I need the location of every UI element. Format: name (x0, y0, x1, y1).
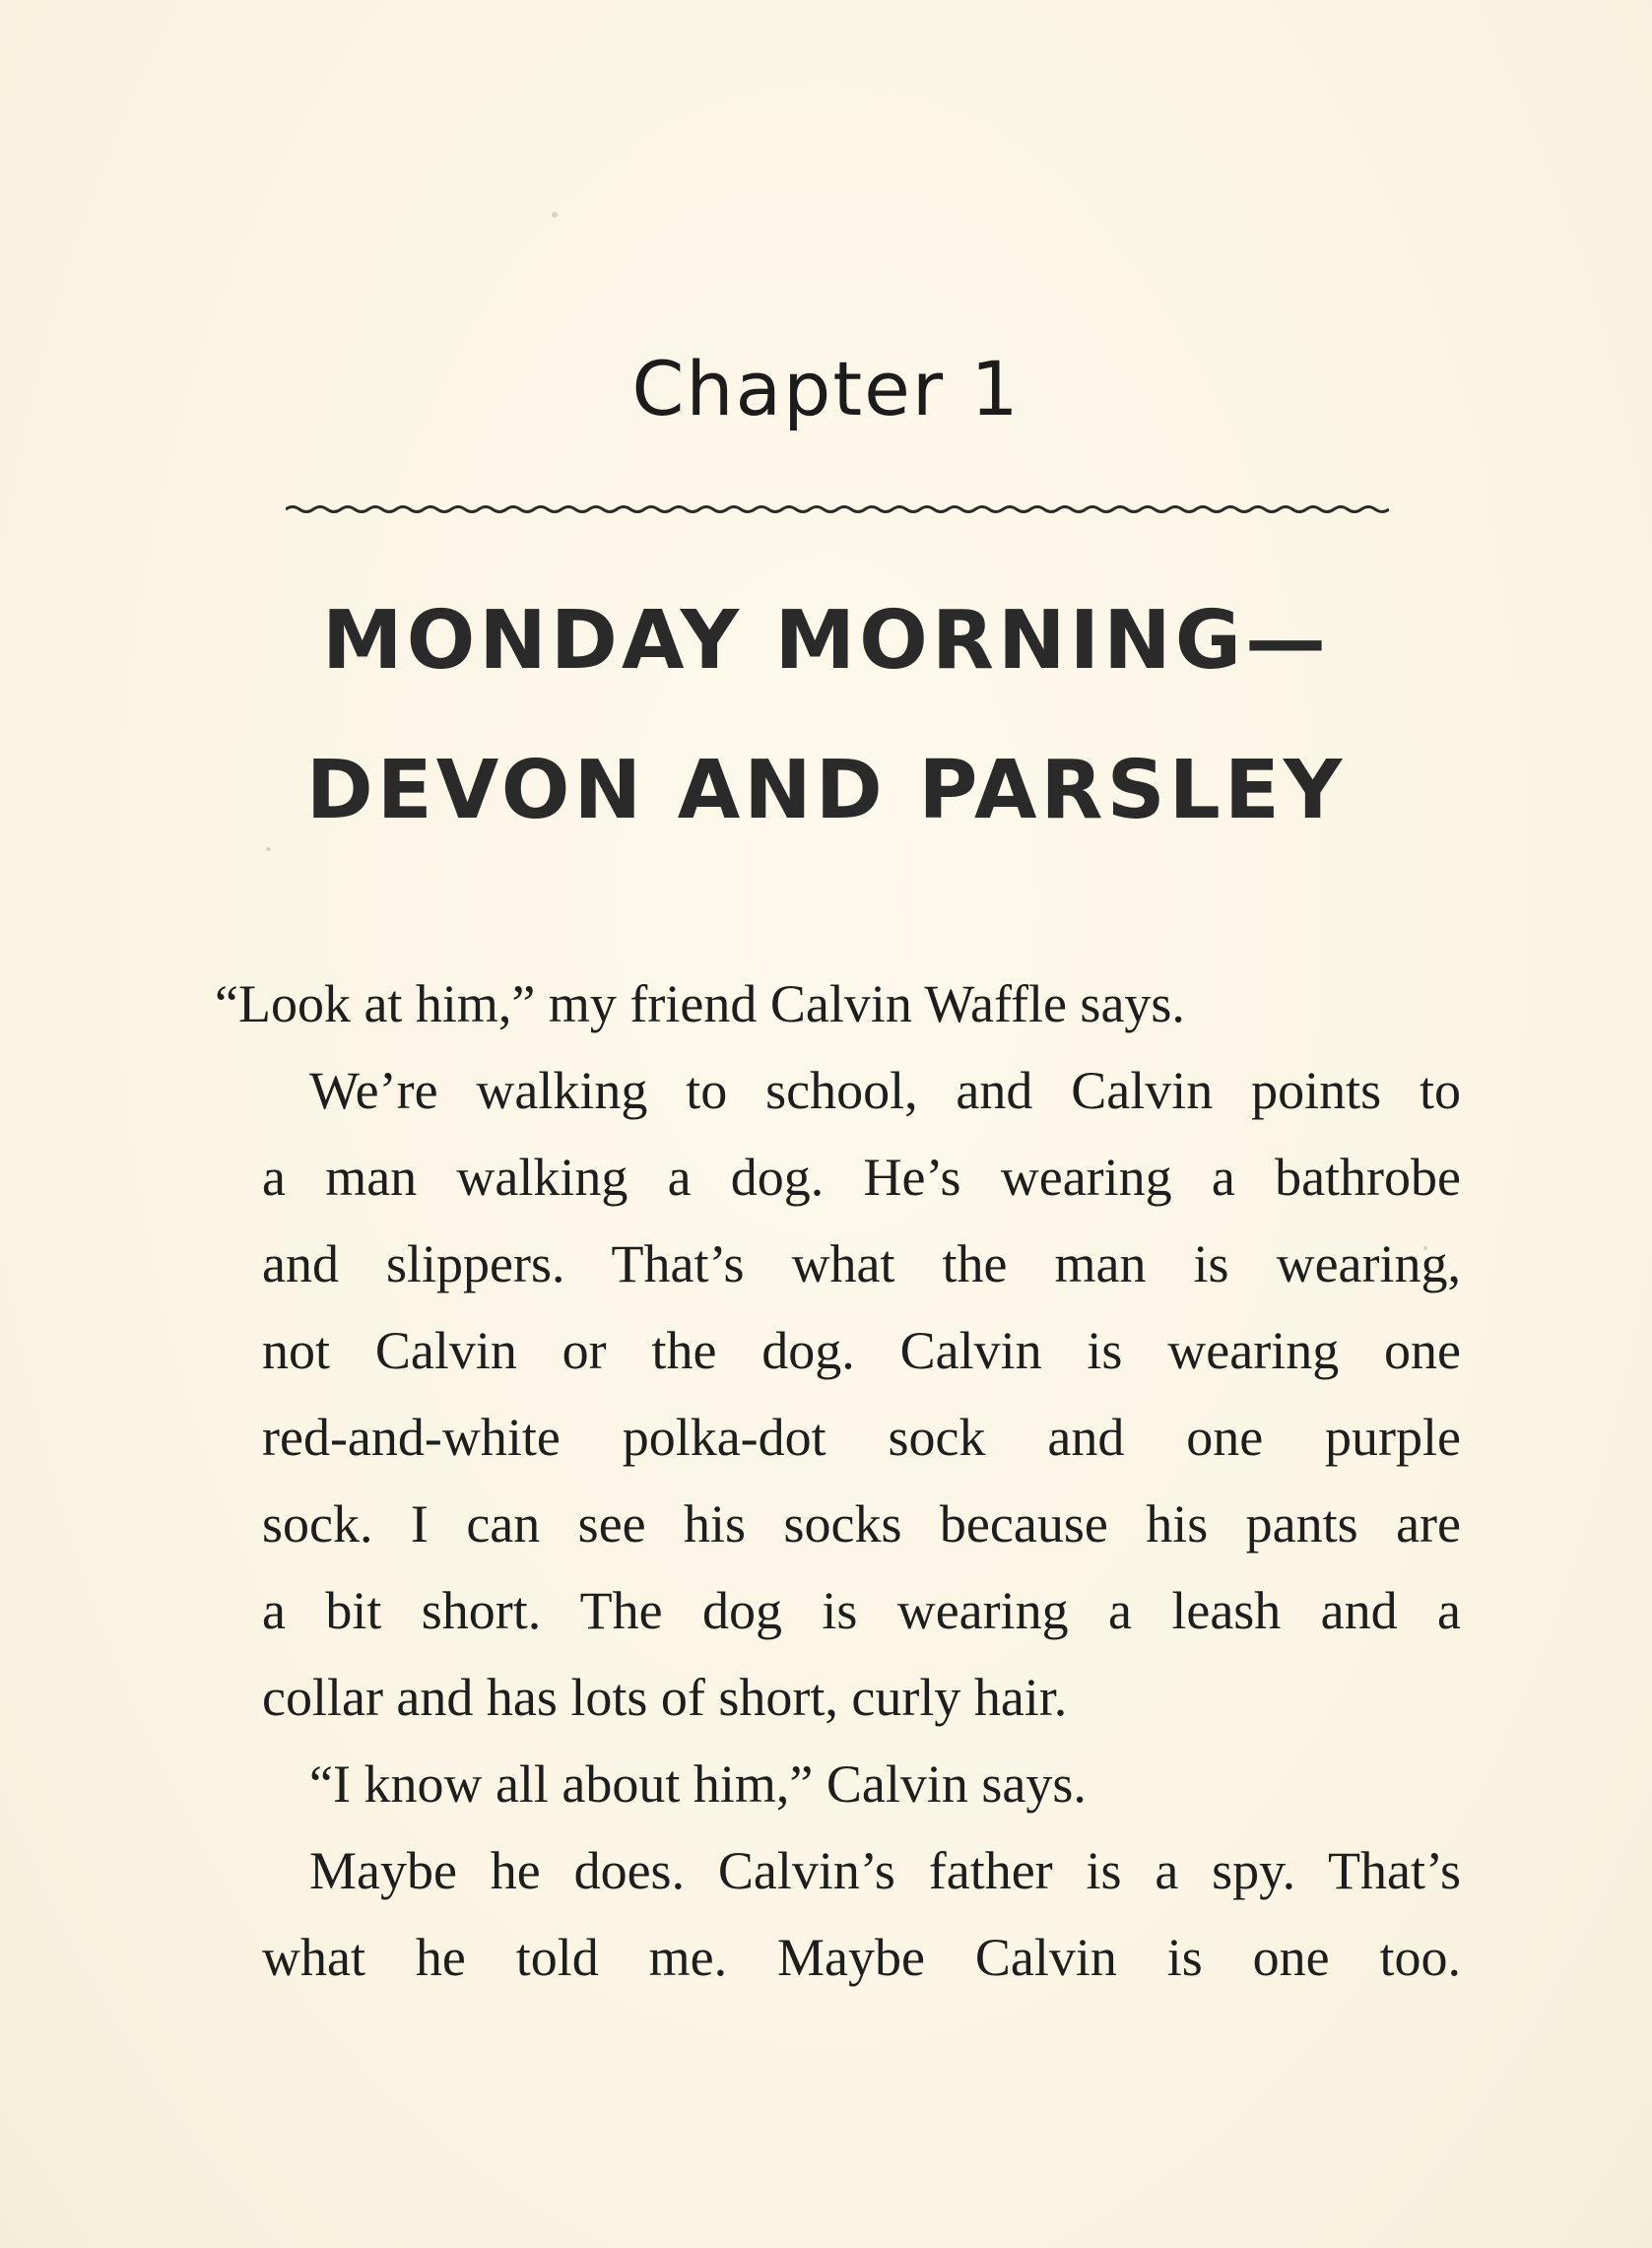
text-line: “I know all about him,” Calvin says. (309, 1754, 1087, 1814)
wavy-divider (286, 497, 1389, 521)
body-text (215, 960, 1461, 2001)
text-line: collar and has lots of short, curly hair. (262, 1668, 1068, 1727)
text-line: a man walking a dog. He’s wearing a bathrobe (262, 1148, 1461, 1207)
text-line: We’re walking to school, and Calvin points to (309, 1061, 1461, 1120)
text-line: a bit short. The dog is wearing a leash and a (262, 1581, 1461, 1640)
paragraph (215, 960, 1461, 1047)
paragraph (215, 1047, 1461, 1741)
paper-speck (552, 212, 558, 218)
text-line: what he told me. Maybe Calvin is one too. (262, 1928, 1461, 1987)
text-line: not Calvin or the dog. Calvin is wearing one (262, 1321, 1461, 1380)
chapter-number: Chapter 1 (631, 345, 1021, 432)
chapter-title-line-2: DEVON AND PARSLEY (305, 744, 1347, 837)
paragraph (215, 1827, 1461, 2001)
chapter-title-line-1: MONDAY MORNING— (321, 594, 1331, 688)
text-line: and slippers. That’s what the man is wearing, (262, 1234, 1461, 1293)
text-line: red-and-white polka-dot sock and one purple (262, 1408, 1461, 1467)
text-line: “Look at him,” my friend Calvin Waffle says. (215, 974, 1185, 1033)
text-line: sock. I can see his socks because his pants are (262, 1494, 1461, 1554)
text-line: Maybe he does. Calvin’s father is a spy. That’s (309, 1841, 1461, 1900)
paragraph (215, 1741, 1461, 1827)
chapter-title (0, 566, 1652, 866)
